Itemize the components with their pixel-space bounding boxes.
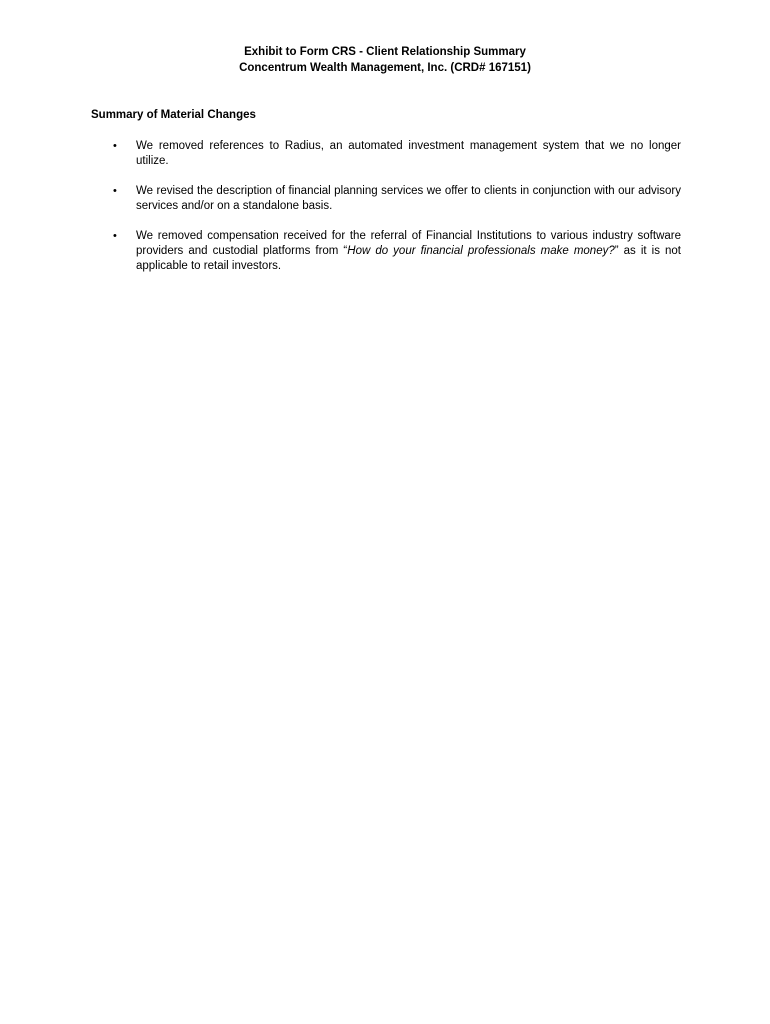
bullet-icon: • [113, 185, 117, 197]
header-subtitle: Concentrum Wealth Management, Inc. (CRD# 167151) [239, 61, 531, 74]
header-title: Exhibit to Form CRS - Client Relationship Summary [244, 46, 526, 58]
list-item [91, 139, 681, 169]
document-header [0, 45, 770, 76]
list-item-text-start: We removed compensation received for the referral of Financial Institutions to various industry software providers and custodial platforms from “ [136, 230, 681, 257]
list-item-text: We revised the description of financial planning services we offer to clients in conjunction with our advisory services and/or on a standalone basis. [136, 185, 681, 212]
list-item-text: We removed references to Radius, an automated investment management system that we no longer utilize. [136, 140, 681, 167]
changes-list [91, 139, 681, 289]
quoted-question: How do your financial professionals make money? [347, 245, 615, 257]
section-title: Summary of Material Changes [91, 109, 256, 121]
list-item-text [136, 230, 681, 272]
list-item [91, 184, 681, 214]
bullet-icon: • [113, 140, 117, 152]
bullet-icon: • [113, 230, 117, 242]
list-item [91, 229, 681, 274]
list-item-text-end: ” as it is not applicable to retail investors. [136, 245, 681, 272]
